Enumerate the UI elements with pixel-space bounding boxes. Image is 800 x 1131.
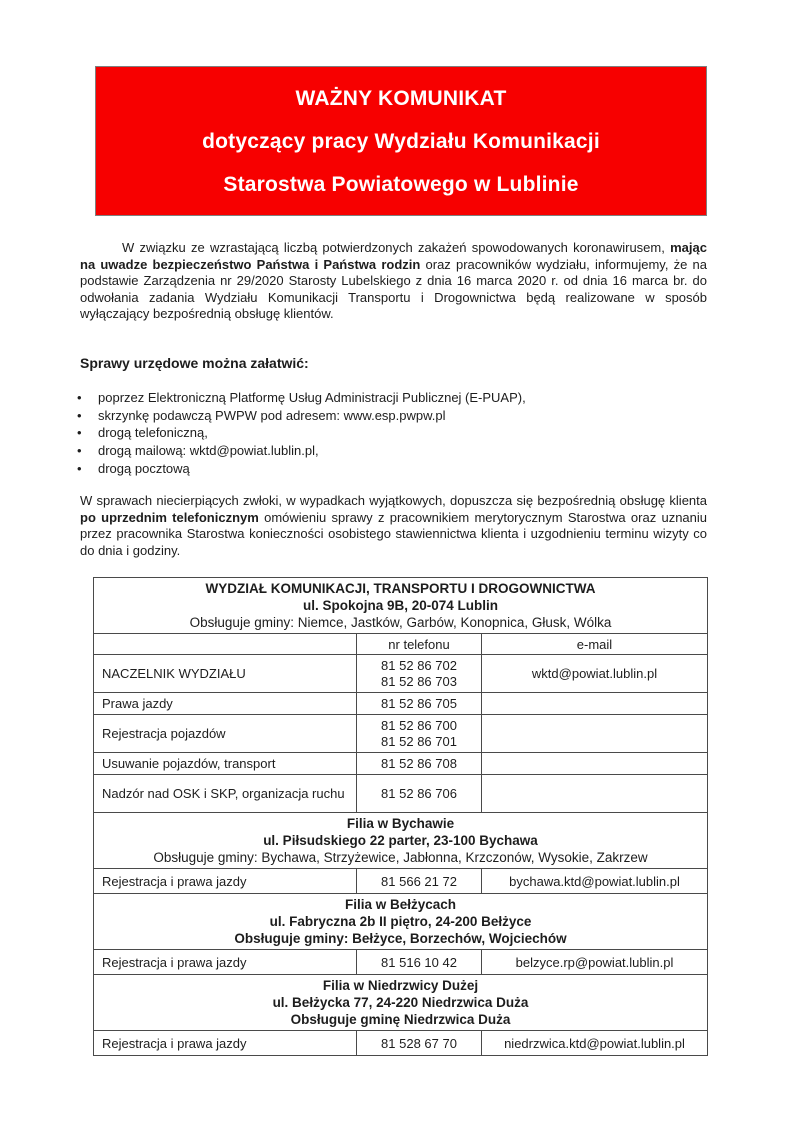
phone-cell: 81 528 67 70 [357,1031,482,1056]
main-department-title: WYDZIAŁ KOMUNIKACJI, TRANSPORTU I DROGOWNICTWA [205,581,596,596]
service-label: Nadzór nad OSK i SKP, organizacja ruchu [94,775,357,813]
niedrzwica-branch-address: ul. Bełżycka 77, 24-220 Niedrzwica Duża [272,995,529,1010]
procedures-heading: Sprawy urzędowe można załatwić: [80,355,309,371]
email-cell: bychawa.ktd@powiat.lublin.pl [482,869,708,894]
table-row [94,950,708,975]
bullet-icon: • [77,407,82,423]
phone-number: 81 52 86 708 [381,755,457,771]
list-item-post [75,460,526,478]
service-label: Prawa jazdy [94,693,357,715]
exception-text-segment-1: W sprawach niecierpiących zwłoki, w wypadkach wyjątkowych, dopuszcza się bezpośrednią obsługę klienta [80,493,707,508]
table-section-niedrzwica-header [94,975,708,1031]
email-cell [482,753,708,775]
table-section-bychawa-header [94,813,708,869]
phone-cell [357,693,482,715]
phone-number: 81 52 86 705 [381,695,457,711]
intro-text-bold-segment: mając na uwadze bezpieczeństwo Państwa i Państwa rodzin [80,240,707,272]
procedures-bullet-list [75,389,526,478]
phone-cell [357,775,482,813]
phone-number: 81 52 86 702 [381,657,457,673]
phone-number: 81 52 86 701 [381,733,457,749]
phone-number: 81 52 86 706 [381,785,457,801]
intro-text-segment-2: oraz pracowników wydziału, informujemy, że na podstawie Zarządzenia nr 29/2020 Starosty Lubelskiego z dnia 16 marca 2020 r. od dnia 16 marca br. do odwołania zadania Wydziału Komunikacji Transportu i Drogownictwa będą realizowane w sposób wyłączający bezpośrednią obsługę klientów. [80,256,707,321]
table-row [94,1031,708,1056]
column-header-phone: nr telefonu [357,634,482,655]
alert-banner [95,66,707,216]
service-label: Rejestracja i prawa jazdy [94,950,357,975]
list-item-label: drogą pocztową [98,460,190,476]
bullet-icon: • [77,390,82,405]
phone-cell: 81 566 21 72 [357,869,482,894]
bychawa-branch-header-cell [94,813,708,869]
table-row [94,693,708,715]
table-row [94,775,708,813]
main-department-area: Obsługuje gminy: Niemce, Jastków, Garbów, Konopnica, Głusk, Wólka [189,615,612,630]
phone-cell: 81 516 10 42 [357,950,482,975]
table-section-main-header [94,578,708,634]
table-row [94,869,708,894]
list-item-label: drogą telefoniczną, [98,425,208,441]
service-label: Rejestracja pojazdów [94,715,357,753]
phone-cell [357,715,482,753]
list-item-label: drogą mailową: wktd@powiat.lublin.pl, [98,443,319,459]
bullet-icon: • [77,425,82,441]
belzyce-branch-header-cell [94,894,708,950]
phone-cell [357,753,482,775]
list-item-pwpw [75,407,526,425]
niedrzwica-branch-title: Filia w Niedrzwicy Dużej [322,978,479,993]
list-item-label: skrzynkę podawczą PWPW pod adresem: www.esp.pwpw.pl [98,407,446,423]
phone-number: 81 52 86 700 [381,717,457,733]
contact-table [93,577,708,1056]
email-cell: wktd@powiat.lublin.pl [482,655,708,693]
bullet-icon: • [77,460,82,476]
email-cell [482,775,708,813]
phone-cell [357,655,482,693]
niedrzwica-branch-area: Obsługuje gminę Niedrzwica Duża [290,1012,511,1027]
bullet-icon: • [77,443,82,459]
phone-number: 81 52 86 703 [381,673,457,689]
service-label: Rejestracja i prawa jazdy [94,1031,357,1056]
bychawa-branch-area: Obsługuje gminy: Bychawa, Strzyżewice, Jabłonna, Krzczonów, Wysokie, Zakrzew [153,850,648,865]
list-item-epuap [75,389,526,407]
email-cell: belzyce.rp@powiat.lublin.pl [482,950,708,975]
belzyce-branch-address: ul. Fabryczna 2b II piętro, 24-200 Bełżyce [269,914,532,929]
main-department-address: ul. Spokojna 9B, 20-074 Lublin [302,598,499,613]
table-column-header-row [94,634,708,655]
banner-subtitle-line-1: dotyczący pracy Wydziału Komunikacji [202,130,600,153]
email-cell: niedrzwica.ktd@powiat.lublin.pl [482,1031,708,1056]
niedrzwica-branch-header-cell [94,975,708,1031]
column-header-service [94,634,357,655]
bychawa-branch-address: ul. Piłsudskiego 22 parter, 23-100 Bychawa [263,833,538,848]
exception-text-segment-2: omówieniu sprawy z pracownikiem merytorycznym Starostwa oraz uznaniu przez pracownika Starostwa konieczności osobistego stawiennictwa klienta i uzgodnieniu terminu wizyty co do dnia i godziny. [80,509,708,558]
table-section-belzyce-header [94,894,708,950]
banner-title: WAŻNY KOMUNIKAT [295,87,507,110]
intro-paragraph [80,240,707,323]
bychawa-branch-title: Filia w Bychawie [346,816,455,831]
belzyce-branch-area: Obsługuje gminy: Bełżyce, Borzechów, Wojciechów [234,931,567,946]
table-row [94,655,708,693]
service-label: Rejestracja i prawa jazdy [94,869,357,894]
email-cell [482,715,708,753]
table-row [94,753,708,775]
exception-paragraph [80,493,707,559]
main-department-header-cell [94,578,708,634]
belzyce-branch-title: Filia w Bełżycach [344,897,457,912]
list-item-label: poprzez Elektroniczną Platformę Usług Administracji Publicznej (E-PUAP), [98,390,526,405]
service-label: NACZELNIK WYDZIAŁU [94,655,357,693]
column-header-email: e-mail [482,634,708,655]
list-item-email [75,442,526,460]
exception-text-bold-segment: po uprzednim telefonicznym [80,509,259,525]
service-label: Usuwanie pojazdów, transport [94,753,357,775]
email-cell [482,693,708,715]
list-item-phone [75,424,526,442]
table-row [94,715,708,753]
banner-subtitle-line-2: Starostwa Powiatowego w Lublinie [223,173,579,196]
intro-text-segment-1: W związku ze wzrastającą liczbą potwierdzonych zakażeń spowodowanych koronawirusem, [122,240,671,255]
